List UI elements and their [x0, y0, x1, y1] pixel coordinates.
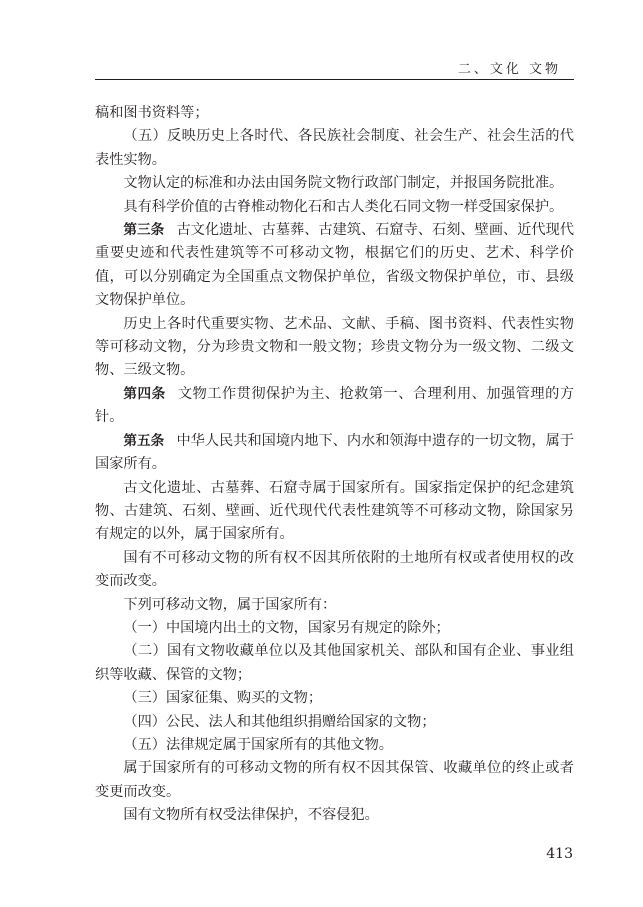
page-number: 413 [546, 846, 573, 862]
paragraph [95, 757, 574, 804]
paragraph [95, 172, 574, 195]
paragraph [95, 594, 574, 617]
paragraph-text: （五）法律规定属于国家所有的其他文物。 [123, 736, 393, 753]
paragraph [95, 734, 574, 757]
paragraph-text: （三）国家征集、购买的文物； [123, 690, 323, 707]
paragraph-text: （二）国有文物收藏单位以及其他国家机关、部队和国有企业、事业组织等收藏、保管的文物； [95, 643, 574, 683]
article-number: 第三条 [123, 222, 165, 239]
paragraph-text: 文物工作贯彻保护为主、抢救第一、合理利用、加强管理的方针。 [95, 385, 575, 426]
paragraph [95, 687, 574, 710]
paragraph [95, 711, 574, 734]
article-paragraph [95, 430, 574, 477]
header-rule [95, 79, 574, 80]
paragraph-text: 历史上各时代重要实物、艺术品、文献、手稿、图书资料、代表性实物等可移动文物，分为珍贵文物和一般文物；珍贵文物分为一级文物、二级文物、三级文物。 [95, 315, 574, 379]
article-number: 第五条 [123, 432, 165, 449]
paragraph [95, 547, 574, 594]
paragraph-text: 下列可移动文物，属于国家所有： [123, 596, 337, 613]
paragraph-text: （一）中国境内出土的文物，国家另有规定的除外； [123, 619, 450, 636]
article-number: 第四条 [123, 385, 166, 402]
paragraph-text: （五）反映历史上各时代、各民族社会制度、社会生产、社会生活的代表性实物。 [95, 128, 574, 168]
paragraph-text: 古文化遗址、古墓葬、古建筑、石窟寺、石刻、壁画、近代现代重要史迹和代表性建筑等不可移动文物，根据它们的历史、艺术、科学价值，可以分别确定为全国重点文物保护单位，省级文物保护单位，市、县级文物保护单位。 [95, 222, 575, 309]
paragraph-text: 属于国家所有的可移动文物的所有权不因其保管、收藏单位的终止或者变更而改变。 [95, 760, 574, 800]
paragraph [95, 804, 574, 827]
paragraph [95, 125, 574, 172]
paragraph-text: 中华人民共和国境内地下、内水和领海中遗存的一切文物，属于国家所有。 [95, 432, 575, 473]
paragraph [95, 313, 574, 383]
article-paragraph [95, 219, 574, 313]
paragraph-text: 国有文物所有权受法律保护，不容侵犯。 [123, 807, 379, 824]
paragraph [95, 477, 574, 547]
running-header: 二、文化 文物 [457, 62, 561, 77]
article-paragraph [95, 383, 574, 430]
paragraph-text: 古文化遗址、古墓葬、石窟寺属于国家所有。国家指定保护的纪念建筑物、古建筑、石刻、壁画、近代现代代表性建筑等不可移动文物，除国家另有规定的以外，属于国家所有。 [95, 479, 574, 543]
paragraph-text: 稿和图书资料等； [95, 105, 209, 121]
paragraph [95, 617, 574, 640]
paragraph [95, 102, 574, 125]
paragraph-text: （四）公民、法人和其他组织捐赠给国家的文物； [123, 713, 436, 730]
paragraph [95, 640, 574, 687]
body-text [95, 102, 574, 828]
paragraph-text: 文物认定的标准和办法由国务院文物行政部门制定，并报国务院批准。 [123, 175, 564, 192]
paragraph-text: 国有不可移动文物的所有权不因其所依附的土地所有权或者使用权的改变而改变。 [95, 549, 574, 590]
paragraph-text: 具有科学价值的古脊椎动物化石和古人类化石同文物一样受国家保护。 [123, 198, 564, 215]
paragraph [95, 196, 574, 219]
